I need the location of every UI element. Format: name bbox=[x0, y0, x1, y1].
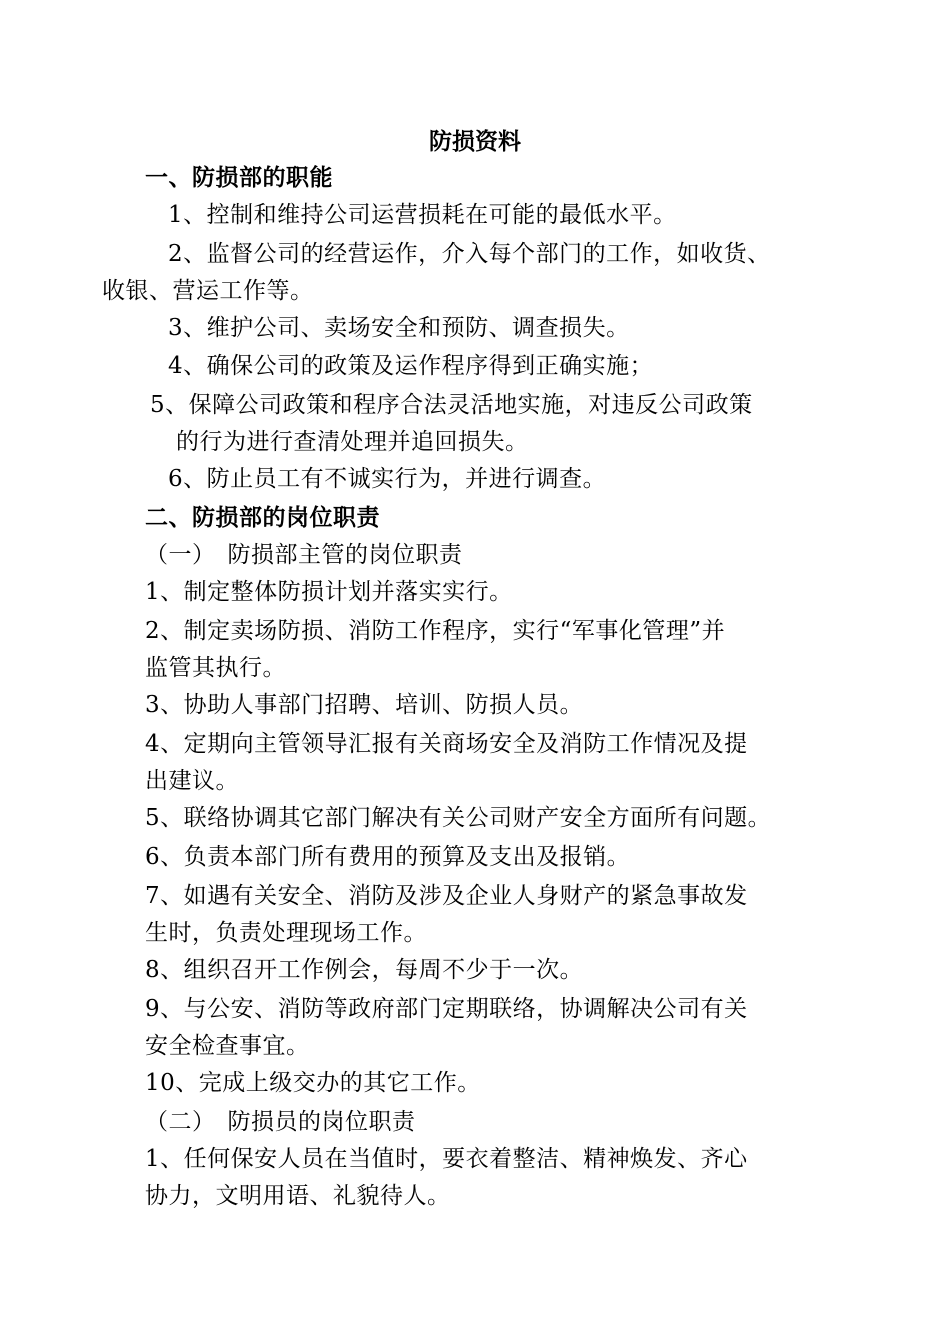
document-title: 防损资料 bbox=[429, 129, 521, 155]
section-1-heading: 一、防损部的职能 bbox=[145, 165, 333, 191]
section-1-item: 4、确保公司的政策及运作程序得到正确实施； bbox=[168, 353, 654, 379]
subsection-1-line: 3、协助人事部门招聘、培训、防损人员。 bbox=[145, 692, 584, 718]
subsection-1-line: 1、制定整体防损计划并落实实行。 bbox=[145, 579, 513, 605]
subsection-1-line: 生时，负责处理现场工作。 bbox=[145, 920, 427, 946]
section-1-item-continuation: 收银、营运工作等。 bbox=[102, 278, 314, 304]
section-1-item: 6、防止员工有不诚实行为，并进行调查。 bbox=[168, 466, 607, 492]
subsection-1-line: 4、定期向主管领导汇报有关商场安全及消防工作情况及提 bbox=[145, 731, 748, 757]
section-1-item: 5、保障公司政策和程序合法灵活地实施，对违反公司政策 bbox=[150, 392, 753, 418]
subsection-1-line: 6、负责本部门所有费用的预算及支出及报销。 bbox=[145, 844, 631, 870]
section-1-item: 1、控制和维持公司运营损耗在可能的最低水平。 bbox=[168, 202, 677, 228]
subsection-1-line: 2、制定卖场防损、消防工作程序，实行“军事化管理”并 bbox=[145, 618, 726, 644]
section-1-item: 2、监督公司的经营运作，介入每个部门的工作，如收货、 bbox=[168, 241, 771, 267]
subsection-1-line: 10、完成上级交办的其它工作。 bbox=[145, 1070, 481, 1096]
subsection-1-line: 7、如遇有关安全、消防及涉及企业人身财产的紧急事故发 bbox=[145, 883, 748, 909]
section-1-item: 3、维护公司、卖场安全和预防、调查损失。 bbox=[168, 315, 630, 341]
subsection-1-heading: （一） 防损部主管的岗位职责 bbox=[145, 542, 463, 568]
section-2-heading: 二、防损部的岗位职责 bbox=[145, 505, 380, 531]
subsection-1-line: 9、与公安、消防等政府部门定期联络，协调解决公司有关 bbox=[145, 996, 748, 1022]
subsection-2-heading: （二） 防损员的岗位职责 bbox=[145, 1109, 416, 1135]
subsection-2-line: 1、任何保安人员在当值时，要衣着整洁、精神焕发、齐心 bbox=[145, 1146, 748, 1172]
subsection-1-line: 出建议。 bbox=[145, 768, 239, 794]
subsection-1-line: 安全检查事宜。 bbox=[145, 1033, 310, 1059]
section-1-item-continuation: 的行为进行查清处理并追回损失。 bbox=[176, 429, 529, 455]
subsection-1-line: 监管其执行。 bbox=[145, 655, 286, 681]
subsection-1-line: 8、组织召开工作例会，每周不少于一次。 bbox=[145, 957, 584, 983]
subsection-1-line: 5、联络协调其它部门解决有关公司财产安全方面所有问题。 bbox=[145, 805, 772, 831]
subsection-2-line: 协力，文明用语、礼貌待人。 bbox=[145, 1183, 451, 1209]
